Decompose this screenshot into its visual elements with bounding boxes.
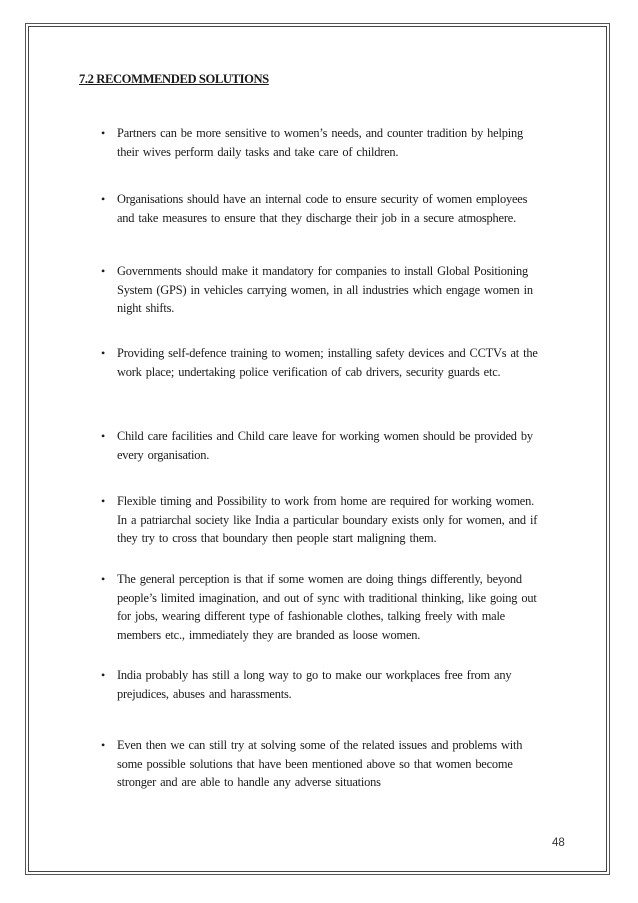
- list-item-line: Partners can be more sensitive to women’s needs, and counter tradition by helping: [117, 126, 523, 140]
- list-item-line: and take measures to ensure that they discharge their job in a secure atmosphere.: [117, 210, 516, 225]
- list-item-line: they try to cross that boundary then people start maligning them.: [117, 531, 437, 545]
- list-item: [96, 666, 566, 703]
- list-item-line: every organisation.: [117, 447, 210, 462]
- list-item-line: members etc., immediately they are branded as loose women.: [117, 627, 421, 642]
- list-item-line: Even then we can still try at solving some of the related issues and problems with: [117, 738, 523, 752]
- list-item-line: stronger and are able to handle any adverse situations: [117, 775, 381, 789]
- list-item-line: India probably has still a long way to go to make our workplaces free from any: [117, 668, 512, 682]
- list-item-line: people’s limited imagination, and out of sync with traditional thinking, like going out: [117, 590, 537, 605]
- list-item: [96, 736, 566, 792]
- list-item-line: Flexible timing and Possibility to work from home are required for working women.: [117, 494, 535, 508]
- list-item-text: [117, 492, 566, 548]
- list-item: [96, 190, 566, 227]
- bullet-icon: •: [100, 738, 105, 752]
- list-item: [96, 570, 566, 644]
- bullet-icon: •: [100, 264, 105, 278]
- list-item-text: [117, 666, 566, 703]
- list-item-line: prejudices, abuses and harassments.: [117, 686, 292, 701]
- list-item: [96, 124, 566, 161]
- list-item-text: [117, 427, 566, 464]
- list-item-text: [117, 344, 566, 381]
- bullet-icon: •: [100, 126, 105, 140]
- bullet-icon: •: [100, 572, 105, 586]
- list-item: [96, 344, 566, 381]
- page-number: 48: [552, 837, 565, 849]
- list-item: [96, 492, 566, 548]
- section-heading: 7.2 RECOMMENDED SOLUTIONS: [79, 72, 269, 86]
- list-item-text: [117, 124, 566, 161]
- list-item-line: In a patriarchal society like India a particular boundary exists only for women, and if: [117, 512, 538, 527]
- bullet-icon: •: [100, 346, 105, 360]
- list-item-text: [117, 570, 566, 644]
- bullet-icon: •: [100, 668, 105, 682]
- bullet-icon: •: [100, 192, 105, 206]
- bullet-icon: •: [100, 429, 105, 443]
- list-item-line: System (GPS) in vehicles carrying women, in all industries which engage women in: [117, 282, 533, 297]
- list-item-line: The general perception is that if some women are doing things differently, beyond: [117, 572, 522, 586]
- list-item-text: [117, 736, 566, 792]
- list-item-line: their wives perform daily tasks and take care of children.: [117, 144, 399, 159]
- list-item-line: Child care facilities and Child care leave for working women should be provided by: [117, 429, 533, 443]
- list-item-line: Providing self-defence training to women; installing safety devices and CCTVs at the: [117, 346, 538, 360]
- bullet-icon: •: [100, 494, 105, 508]
- list-item-line: Organisations should have an internal code to ensure security of women employees: [117, 192, 528, 206]
- list-item: [96, 427, 566, 464]
- list-item-line: for jobs, wearing different type of fashionable clothes, talking freely with male: [117, 609, 505, 623]
- list-item: [96, 262, 566, 318]
- list-item-line: some possible solutions that have been mentioned above so that women become: [117, 756, 513, 771]
- list-item-text: [117, 190, 566, 227]
- list-item-line: work place; undertaking police verification of cab drivers, security guards etc.: [117, 364, 501, 379]
- list-item-line: Governments should make it mandatory for companies to install Global Positioning: [117, 264, 529, 278]
- list-item-line: night shifts.: [117, 301, 175, 315]
- list-item-text: [117, 262, 566, 318]
